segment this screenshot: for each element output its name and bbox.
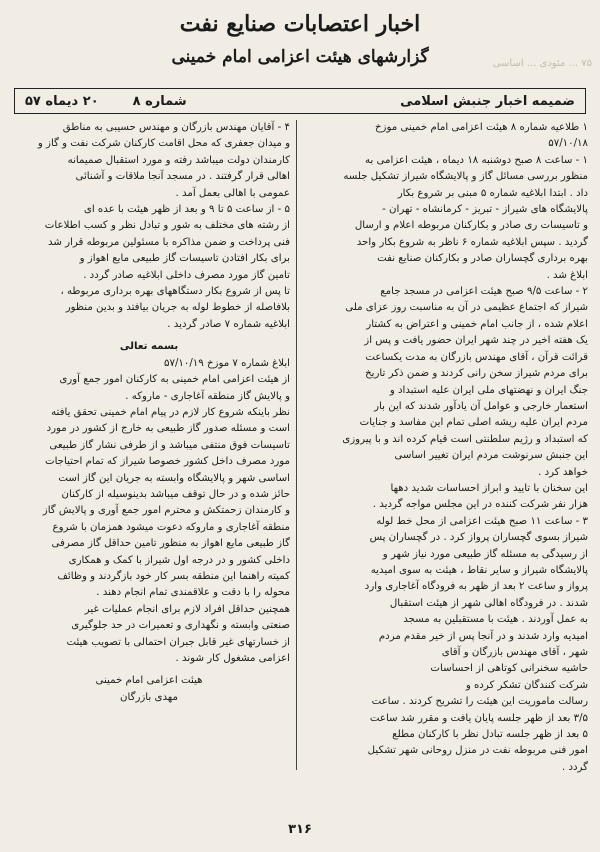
text-line: رسالت ماموریت این هیئت را تشریح کردند . ساعت xyxy=(371,696,588,708)
text-line: استعمار خارجی و عوامل آن یادآور شدند که این بار xyxy=(374,400,588,412)
text-line: پالایشگاه های شیراز - تبریز - کرمانشاه - تهران - xyxy=(382,204,588,216)
text-line: حائز شده و در حال توقف میباشد بدینوسیله از کارکنان xyxy=(61,488,290,500)
page-subtitle: گزارشهای هیئت اعزامی امام خمینی xyxy=(171,47,429,67)
text-line: این سخنان با تایید و ابراز احساسات شدید دهها xyxy=(390,482,588,494)
text-line: پالایشگاه شیراز و سایر نقاط ، هیئت به سوی امیدیه xyxy=(370,564,588,576)
text-line: منظور بررسی مسائل گاز و پالایشگاه شیراز تشکیل جلسه xyxy=(343,171,588,183)
text-line: منطقه آغاجاری و ماروکه دعوت میشود همزمان با شروع xyxy=(52,521,290,533)
column-divider xyxy=(296,120,297,770)
text-line: تامین گاز مورد مصرف داخلی ابلاغیه صادر گردد . xyxy=(83,269,290,281)
text-line: ۱ طلاعیه شماره ۸ هیئت اعزامی امام خمینی موزخ xyxy=(374,122,588,133)
left-column-block-1 xyxy=(8,120,290,333)
text-line: نظر باینکه شروع کار لازم در پیام امام خمینی تحقق یافته xyxy=(51,406,290,418)
text-line: کمیته راهنما این منطقه بسر کار خود بازگردند و وظائف xyxy=(57,570,290,582)
text-line: و تاسیسات ری صادر و بکارکنان مربوطه اعلام و ارسال xyxy=(354,220,588,232)
text-line: ۱ - ساعت ۸ صبح دوشنبه ۱۸ دیماه ، هیئت اعزامی به xyxy=(365,154,588,166)
text-line: شدند . در فرودگاه اهالی شهر از هیئت استقبال xyxy=(389,597,588,609)
text-line: به عمل آوردند . هیئت با مستقبلین به مسجد xyxy=(403,614,588,626)
text-line: بهره برداری گچساران صادر و بکارکنان صنایع نفت xyxy=(377,253,588,265)
issue-date: ۲۰ دیماه ۵۷ xyxy=(25,93,99,109)
text-line: ۴ - آقایان مهندس بازرگان و مهندس حسیبی به مناطق xyxy=(62,122,290,133)
text-line: ۵ - از ساعت ۵ تا ۹ و بعد از ظهر هیئت با عده ای xyxy=(83,204,290,216)
right-column xyxy=(306,120,588,810)
text-line: محوله را با دقت و علاقمندی تمام انجام دهند . xyxy=(96,587,290,599)
notice-title: ابلاغ شماره ۷ موزخ ۵۷/۱۰/۱۹ xyxy=(164,357,290,369)
text-line: شهر ، آقای مهندس بازرگان و آقای xyxy=(441,647,588,658)
text-line: و کارمندان زحمتکش و محترم امور جمع آوری و پالایش گاز xyxy=(42,505,290,517)
text-line: ۲ - ساعت ۹/۵ صبح هیئت اعزامی در مسجد جامع xyxy=(380,286,588,298)
text-line: برای مردم شیراز سخن رانی کردند و ضمن ذکر تاریخ xyxy=(365,368,588,380)
page-title: اخبار اعتصابات صنایع نفت xyxy=(179,11,421,37)
text-line: عمومی با اهالی بعمل آمد . xyxy=(175,187,290,199)
text-line: صنعتی وابسته و نگهداری و تعمیرات در حد جلوگیری xyxy=(71,620,290,632)
page-number: ۳۱۶ xyxy=(288,822,312,837)
text-line: حاشیه سخنرانی کوتاهی از احساسات xyxy=(430,663,588,675)
text-line: تاسیسات فوق منتفی میباشد و از طرفی نشار گاز طبیعی xyxy=(49,439,290,451)
issue-number: شماره ۸ xyxy=(132,93,187,109)
text-line: از هیئت اعزامی امام خمینی به کارکنان امور جمع آوری xyxy=(59,374,290,386)
signature-block xyxy=(8,673,290,706)
text-line: ۳ - ساعت ۱۱ صبح هیئت اعزامی از محل خط لوله xyxy=(376,515,588,527)
text-line: برای بکار افتادن تاسیسات گاز طبیعی مایع اهواز و xyxy=(79,253,290,265)
text-line: امور فنی مربوطه نفت در منزل روحانی شهر تشکیل xyxy=(367,745,588,757)
text-line: پرواز و ساعت ۲ بعد از ظهر به فرودگاه آغاجاری وارد xyxy=(364,581,588,593)
signature-org: هیئت اعزامی امام خمینی xyxy=(95,675,203,687)
text-line: گردد . xyxy=(561,761,588,773)
text-line: شیراز بسوی گچساران پرواز کرد . در گچساران پس xyxy=(369,532,588,544)
text-line: از رسیدگی به مسئله گاز طبیعی مورد نیاز شهر و xyxy=(382,548,588,560)
text-line: این جنبش سرنوشت مردم ایران تغییر اساسی xyxy=(394,450,588,462)
text-line: امیدیه وارد شدند و در آنجا پس از خیر مقدم مردم xyxy=(378,630,588,642)
text-line: یک هفته اخیر در چند شهر ایران حضور یافت و پس از xyxy=(364,335,588,347)
text-line: اساسی شهر و پالایشگاه وابسته به جریان این گاز است xyxy=(58,472,290,484)
text-line: و میدان جعفری که محل اقامت کارکنان شرکت نفت و گاز و xyxy=(37,138,290,150)
text-line: که استبداد و رژیم سلطنتی است قیام کرده اند و با پیروزی xyxy=(342,433,588,445)
text-line: ابلاغ شد . xyxy=(546,269,588,281)
issue-info xyxy=(25,94,187,109)
text-line: از رشته های مختلف به شور و تبادل نظر و کسب اطلاعات xyxy=(44,220,290,232)
text-line: هزار نفر شرکت کننده در این مجلس مواجه گردید . xyxy=(372,499,588,511)
text-line: اعلام شده ، از جانب امام خمینی و اعتراض به کشتار xyxy=(366,318,588,330)
text-line: ابلاغیه شماره ۷ صادر گردید . xyxy=(167,318,290,330)
text-line: ۳/۵ بعد از ظهر جلسه پایان یافت و مقرر شد ساعت xyxy=(369,712,588,724)
text-line: ۵ بعد از ظهر جلسه تبادل نظر با کارکنان مطلع xyxy=(392,729,588,741)
text-line: فنی پرداخت و ضمن مذاکره با مسئولین مربوطه قرار شد xyxy=(48,236,290,248)
left-column xyxy=(8,120,290,810)
text-line: گردید . سپس ابلاغیه شماره ۶ ناظر به شروع بکار واحد xyxy=(356,236,588,248)
text-line: است و مسئله صدور گاز طبیعی به خارج از کشور در مورد xyxy=(46,423,290,435)
text-line: مورد مصرف داخل کشور خصوصا شیراز که تمام احتیاجات xyxy=(44,456,290,468)
text-line: بلافاصله از خطوط لوله به جریان بیافتد و بدین منظور xyxy=(65,302,290,314)
text-line: داخلی کشور و در درجه اول شیراز با کمک و همکاری xyxy=(68,554,290,566)
left-column-block-2 xyxy=(8,372,290,667)
text-line: گاز طبیعی مایع اهواز به منظور تامین حداقل گاز مصرفی xyxy=(51,538,290,550)
supplement-label: ضمیمه اخبار جنبش اسلامی xyxy=(400,93,575,109)
text-line: شیراز که اجتماع عظیمی در آن به مناسبت روز عزای ملی xyxy=(345,302,588,314)
text-line: داد . ابتدا ابلاغیه شماره ۵ مبنی بر شروع بکار xyxy=(397,187,588,199)
text-line: ۵۷/۱۰/۱۸ xyxy=(548,138,588,150)
text-line: شرکت کنندگان تشکر کرده و xyxy=(465,679,588,691)
text-line: همچنین حداقل افراد لازم برای انجام عملیات غیر xyxy=(84,603,290,615)
text-line: جنگ ایران و نهضتهای ملی ایران علیه استبداد و xyxy=(389,384,588,396)
text-line: اهالی قرار گرفتند . در مسجد آنجا ملاقات و آشنائی xyxy=(75,171,290,183)
text-line: خواهد کرد . xyxy=(538,466,588,478)
text-line: اعزامی مشغول کار شوند . xyxy=(175,653,290,664)
bismillah-heading: بسمه تعالی xyxy=(119,341,179,353)
text-line: و پالایش گاز منطقه آغاجاری - ماروکه . xyxy=(125,390,290,402)
text-line: تا پس از شروع بکار دستگاههای بهره برداری مربوطه ، xyxy=(60,286,290,298)
signature-name: مهدی بازرگان xyxy=(120,691,178,703)
issue-box xyxy=(14,88,586,114)
text-line: از خسارتهای غیر قابل جبران احتمالی با تصویب هیئت xyxy=(66,636,290,648)
bleed-through-text: ۷۵ ... مئودی ... اساسی xyxy=(492,58,592,69)
text-line: قرائت قرآن ، آقای مهندس بازرگان به مدت یکساعت xyxy=(365,351,588,363)
text-line: کارمندان دولت میباشد رفته و مورد استقبال صمیمانه xyxy=(67,154,290,166)
text-line: مردم ایران علیه ریشه اصلی تمام این مفاسد و جنایات xyxy=(359,417,588,429)
